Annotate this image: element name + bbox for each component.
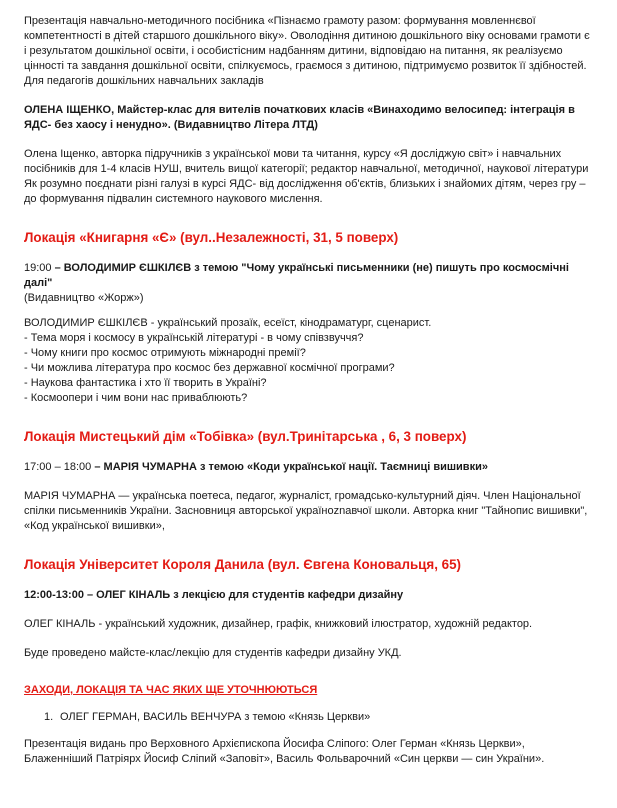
tbd-heading: ЗАХОДИ, ЛОКАЦІЯ ТА ЧАС ЯКИХ ЩЕ УТОЧНЮЮТЬСЯ (24, 684, 318, 696)
location-knyharnia-heading: Локація «Книгарня «Є» (вул..Незалежності, 31, 5 поверх) (24, 230, 399, 245)
list-item: - Чому книги про космос отримують міжнародні премії? (24, 347, 306, 359)
location-tobivka-heading: Локація Мистецький дім «Тобівка» (вул.Тринітарська , 6, 3 поверх) (24, 429, 467, 444)
discussion-list (24, 331, 593, 406)
item-number: 1. (44, 711, 54, 723)
event-eshkiliev (24, 261, 593, 291)
list-item: - Наукова фантастика і хто її творить в Україні? (24, 377, 267, 389)
publisher-label: (Видавництво «Жорж») (24, 292, 144, 304)
tbd-list-item (44, 710, 593, 725)
location-ukd-heading: Локація Університет Короля Данила (вул. Євгена Коновальця, 65) (24, 557, 462, 572)
bio-eshkiliev: ВОЛОДИМИР ЄШКІЛЄВ - український прозаїк, есеїст, кінодраматург, сценарист. (24, 317, 432, 329)
list-item: - Чи можлива література про космос без державної космічної програми? (24, 362, 395, 374)
event-chumarna (24, 460, 593, 475)
event-title: – МАРІЯ ЧУМАРНА з темою «Коди української нації. Таємниці вишивки» (91, 461, 488, 473)
bio-kinal: ОЛЕГ КІНАЛЬ - український художник, дизайнер, графік, книжковий ілюстратор, художній редактор. (24, 618, 533, 630)
event-kinal: 12:00-13:00 – ОЛЕГ КІНАЛЬ з лекцією для студентів кафедри дизайну (24, 589, 404, 601)
tbd-description: Презентація видань про Верховного Архієпископа Йосифа Сліпого: Олег Герман «Князь Церкви», Блаженніший Патріярх Йосиф Сліпий «Заповіт», Василь Фольварочний «Син церкви — син України». (24, 738, 545, 765)
bio-chumarna: МАРІЯ ЧУМАРНА — українська поетеса, педагог, журналіст, громадсько-культурний діяч. Член Національної спілки письменників України. Засновниця авторської україноznавчої школи. Авторка книг "Тайнопис вишивки", «Код української вишивки», (24, 490, 588, 532)
event-time: 17:00 – 18:00 (24, 461, 92, 473)
event-time: 19:00 (24, 262, 52, 274)
ukd-note: Буде проведено майсте-клас/лекцію для студентів кафедри дизайну УКД. (24, 647, 402, 659)
event-title: – ВОЛОДИМИР ЄШКІЛЄВ з темою "Чому українські письменники (не) пишуть про космосмічні далі" (24, 262, 569, 289)
intro-paragraph: Презентація навчально-методичного посібника «Пізнаємо грамоту разом: формування мовленнєвої компетентності в дітей старшого дошкільного віку». Оволодіння дитиною дошкільного віку основами грамоти є і результатом дошкільної освіти, і особистісним надбанням дитини, відповідаю на питання, як реалізуємо цінності та завдання дошкільної освіти, спілкуємось, граємося з дитиною, підтримуємо розвиток її здібностей. Для педагогів дошкільних навчальних закладів (24, 15, 590, 87)
list-item: - Тема моря і космосу в українській літературі - в чому співзвуччя? (24, 332, 364, 344)
author-description: Олена Іщенко, авторка підручників з української мови та читання, курсу «Я досліджую світ» і навчальних посібників для 1-4 класів НУШ, вчитель вищої категорії; редактор навчальної, методичної, наукової літератури Як розумно поєднати різні галузі в курсі ЯДС- від дослідження об'єктів, близьких і знайомих дітям, через гру – до формування підвалин системного наукового мислення. (24, 148, 589, 205)
list-item: - Космоопери і чим вони нас приваблюють? (24, 392, 248, 404)
item-text: ОЛЕГ ГЕРМАН, ВАСИЛЬ ВЕНЧУРА з темою «Князь Церкви» (60, 711, 371, 723)
masterclass-heading: ОЛЕНА ІЩЕНКО, Майстер-клас для вителів початкових класів «Винаходимо велосипед: інтеграція в ЯДС- без хаосу і ненудно». (Видавництво Літера ЛТД) (24, 104, 575, 131)
